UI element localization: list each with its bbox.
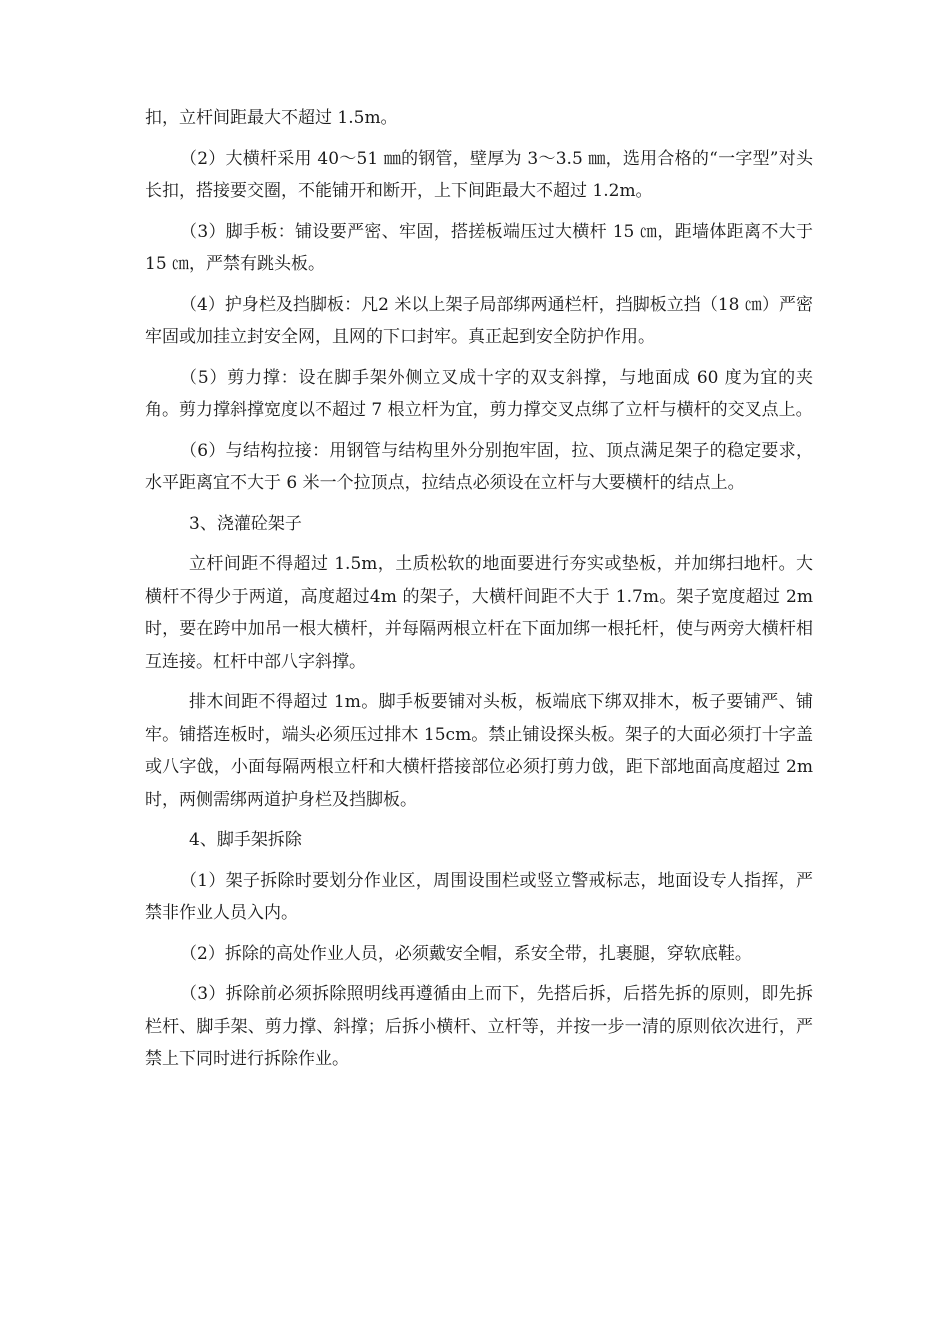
paragraph-dismantle-zone: （1）架子拆除时要划分作业区，周围设围栏或竖立警戒标志，地面设专人指挥，严禁非作业人员入内。 xyxy=(145,870,813,923)
paragraph-shear-brace: （5）剪力撑：设在脚手架外侧立叉成十字的双支斜撑，与地面成 60 度为宜的夹角。剪力撑斜撑宽度以不超过 7 根立杆为宜，剪力撑交叉点绑了立杆与横杆的交叉点上。 xyxy=(145,367,813,420)
paragraph-guardrail: （4）护身栏及挡脚板：凡2 米以上架子局部绑两通栏杆，挡脚板立挡（18 ㎝）严密牢固或加挂立封安全网，且网的下口封牢。真正起到安全防护作用。 xyxy=(145,294,813,347)
document-body xyxy=(145,102,813,1084)
paragraph-dismantle-order: （3）拆除前必须拆除照明线再遵循由上而下，先搭后拆，后搭先拆的原则，即先拆栏杆、脚手架、剪力撑、斜撑；后拆小横杆、立杆等，并按一步一清的原则依次进行，严禁上下同时进行拆除作业。 xyxy=(145,984,813,1069)
section-heading-dismantling: 4、脚手架拆除 xyxy=(189,830,302,850)
paragraph-continuation: 扣，立杆间距最大不超过 1.5m。 xyxy=(145,108,398,128)
paragraph-scaffold-board: （3）脚手板：铺设要严密、牢固，搭搓板端压过大横杆 15 ㎝，距墙体距离不大于 15 ㎝，严禁有跳头板。 xyxy=(145,221,813,274)
paragraph-dismantle-personnel: （2）拆除的高处作业人员，必须戴安全帽，系安全带，扎裹腿，穿软底鞋。 xyxy=(180,943,752,964)
paragraph-large-crossbar: （2）大横杆采用 40～51 ㎜的钢管，壁厚为 3～3.5 ㎜，选用合格的“一字型”对头长扣，搭接要交圈，不能铺开和断开，上下间距最大不超过 1.2m。 xyxy=(145,148,813,201)
section-heading-concrete-scaffold: 3、浇灌砼架子 xyxy=(189,513,302,534)
paragraph-structure-tie: （6）与结构拉接：用钢管与结构里外分别抱牢固，拉、顶点满足架子的稳定要求，水平距离宜不大于 6 米一个拉顶点，拉结点必须设在立杆与大要横杆的结点上。 xyxy=(145,440,813,493)
paragraph-concrete-uprights: 立杆间距不得超过 1.5m，土质松软的地面要进行夯实或垫板，并加绑扫地杆。大横杆不得少于两道，高度超过4m 的架子，大横杆间距不大于 1.7m。架子宽度超过 2m 时，要在跨中加吊一根大横杆，并每隔两根立杆在下面加绑一根托杆，使与两旁大横杆相互连接。杠杆中部八字斜撑。 xyxy=(145,554,813,672)
paragraph-concrete-boards: 排木间距不得超过 1m。脚手板要铺对头板，板端底下绑双排木，板子要铺严、铺牢。铺搭连板时，端头必须压过排木 15cm。禁止铺设探头板。架子的大面必须打十字盖或八字戗，小面每隔两根立杆和大横杆搭接部位必须打剪力戗，距下部地面高度超过 2m 时，两侧需绑两道护身栏及挡脚板。 xyxy=(145,692,813,810)
